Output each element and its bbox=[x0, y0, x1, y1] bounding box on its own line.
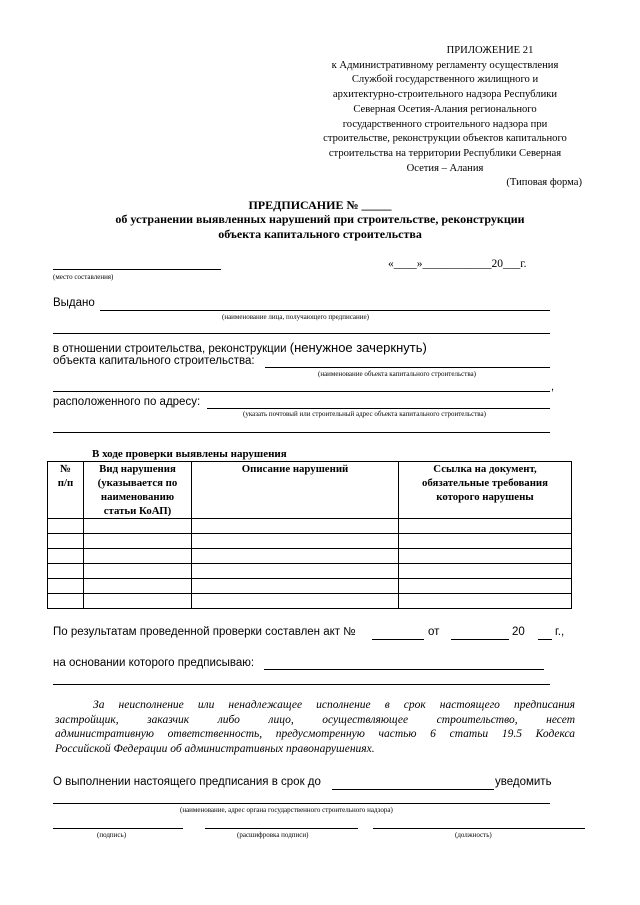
warning-line: административную ответственность, предусмотренную частью 6 статьи 19.5 Кодекса bbox=[55, 728, 575, 740]
warning-note bbox=[55, 698, 575, 756]
notify-date-line[interactable] bbox=[332, 789, 494, 790]
header-description: Описание нарушений bbox=[192, 462, 399, 519]
object-label: объекта капитального строительства: bbox=[53, 355, 255, 367]
basis-line[interactable] bbox=[264, 669, 544, 670]
form-type: (Типовая форма) bbox=[506, 177, 582, 189]
table-row[interactable] bbox=[48, 549, 572, 564]
decoding-line[interactable] bbox=[205, 828, 358, 829]
address-line-2[interactable] bbox=[53, 432, 550, 433]
issued-line[interactable] bbox=[100, 310, 550, 311]
table-row[interactable] bbox=[48, 579, 572, 594]
address-line[interactable] bbox=[207, 408, 550, 409]
appendix-line: строительстве, реконструкции объектов капитального bbox=[323, 133, 567, 145]
address-caption: (указать почтовый или строительный адрес объекта капитального строительства) bbox=[243, 410, 486, 418]
violations-heading: В ходе проверки выявлены нарушения bbox=[92, 448, 287, 460]
warning-line: застройщик, заказчик либо лицо, осуществляющее строительство, несет bbox=[55, 713, 575, 726]
warning-line: За неисполнение или ненадлежащее исполнение в срок настоящего предписания bbox=[93, 699, 575, 711]
place-line bbox=[53, 269, 221, 270]
basis-line-2[interactable] bbox=[53, 684, 550, 685]
document-title: ПРЕДПИСАНИЕ № _____ bbox=[248, 198, 392, 212]
table-header-row bbox=[48, 462, 572, 519]
appendix-line: Осетия – Алания bbox=[406, 162, 484, 174]
table-row[interactable] bbox=[48, 594, 572, 609]
signature-line[interactable] bbox=[53, 828, 183, 829]
table-row[interactable] bbox=[48, 519, 572, 534]
object-comma: , bbox=[551, 381, 555, 393]
position-caption: (должность) bbox=[455, 831, 492, 839]
basis-label: на основании которого предписываю: bbox=[53, 657, 255, 669]
position-line[interactable] bbox=[373, 828, 585, 829]
strike-note: (ненужное зачеркнуть) bbox=[289, 340, 427, 355]
act-year-label: 20 bbox=[512, 626, 525, 638]
date-line: «____»____________20___г. bbox=[388, 258, 527, 270]
place-caption: (место составления) bbox=[53, 273, 114, 281]
decoding-caption: (расшифровка подписи) bbox=[237, 831, 309, 839]
regarding-label: в отношении строительства, реконструкции bbox=[53, 343, 287, 355]
header-violation-type: Вид нарушения (указывается по наименованию статьи КоАП) bbox=[84, 462, 192, 519]
appendix-line: Службой государственного жилищного и bbox=[351, 74, 539, 86]
table-row[interactable] bbox=[48, 534, 572, 549]
address-label: расположенного по адресу: bbox=[53, 396, 201, 408]
warning-line: Российской Федерации об административных правонарушениях. bbox=[55, 742, 375, 755]
appendix-block bbox=[300, 44, 590, 191]
appendix-number: ПРИЛОЖЕНИЕ 21 bbox=[446, 45, 534, 56]
signature-caption: (подпись) bbox=[97, 831, 127, 839]
act-text: По результатам проведенной проверки составлен акт № bbox=[53, 626, 356, 638]
violations-table bbox=[47, 461, 572, 609]
act-year-line[interactable] bbox=[538, 639, 552, 640]
org-caption: (наименование, адрес органа государственного строительного надзора) bbox=[180, 806, 393, 814]
object-caption: (наименование объекта капитального строительства) bbox=[318, 370, 476, 378]
document-subtitle-2: объекта капитального строительства bbox=[218, 227, 422, 241]
issued-line-2[interactable] bbox=[53, 333, 550, 334]
appendix-line: к Административному регламенту осуществления bbox=[331, 59, 559, 71]
org-line[interactable] bbox=[53, 803, 550, 804]
issued-label: Выдано bbox=[53, 297, 95, 309]
regarding-text bbox=[53, 340, 427, 355]
table-row[interactable] bbox=[48, 564, 572, 579]
appendix-line: государственного строительного надзора при bbox=[342, 118, 548, 130]
appendix-line: Северная Осетия-Алания регионального bbox=[353, 103, 537, 115]
object-line[interactable] bbox=[265, 367, 550, 368]
notify-word: уведомить bbox=[495, 776, 552, 788]
object-line-2[interactable] bbox=[53, 391, 550, 392]
issued-caption: (наименование лица, получающего предписание) bbox=[222, 313, 369, 321]
notify-text: О выполнении настоящего предписания в срок до bbox=[53, 776, 321, 788]
act-year-suffix: г., bbox=[555, 626, 565, 638]
appendix-line: архитектурно-строительного надзора Республики bbox=[332, 89, 558, 101]
appendix-line: строительства на территории Республики Северная bbox=[328, 147, 562, 159]
act-number-line[interactable] bbox=[372, 639, 424, 640]
document-subtitle-1: об устранении выявленных нарушений при строительстве, реконструкции bbox=[115, 212, 525, 226]
act-date-line[interactable] bbox=[451, 639, 509, 640]
header-reference: Ссылка на документ, обязательные требования которого нарушены bbox=[399, 462, 572, 519]
header-number: № п/п bbox=[48, 462, 84, 519]
act-from-label: от bbox=[428, 626, 440, 638]
